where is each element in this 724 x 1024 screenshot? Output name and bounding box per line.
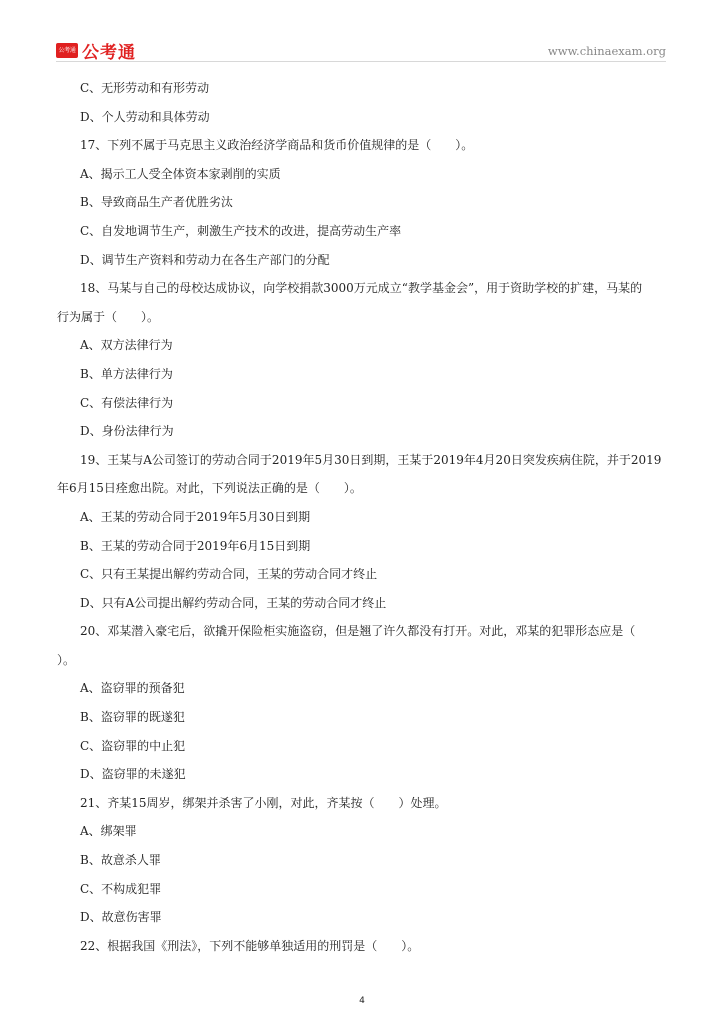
option-line: B、单方法律行为 <box>80 366 173 381</box>
question-22: 22、根据我国《刑法》，下列不能够单独适用的刑罚是（ ）。 <box>80 938 420 953</box>
option-line: A、盗窃罪的预备犯 <box>80 681 185 696</box>
question-19-continued: 年6月15日痊愈出院。对此，下列说法正确的是（ ）。 <box>57 481 362 496</box>
option-line: D、身份法律行为 <box>80 424 174 439</box>
site-url: www.chinaexam.org <box>547 44 666 58</box>
option-line: D、盗窃罪的未遂犯 <box>80 767 186 782</box>
document-body <box>57 78 670 964</box>
question-17: 17、下列不属于马克思主义政治经济学商品和货币价值规律的是（ ）。 <box>80 138 474 153</box>
option-line: C、有偿法律行为 <box>80 395 174 410</box>
question-18: 18、马某与自己的母校达成协议，向学校捐款3000万元成立“教学基金会”，用于资助学校的扩建，马某的 <box>80 281 643 296</box>
page-header <box>56 34 666 62</box>
logo <box>56 38 136 63</box>
option-line: B、王某的劳动合同于2019年6月15日到期 <box>80 538 311 553</box>
option-line: C、只有王某提出解约劳动合同，王某的劳动合同才终止 <box>80 567 378 582</box>
option-line: D、个人劳动和具体劳动 <box>80 109 210 124</box>
header-divider <box>56 61 666 62</box>
option-line: C、无形劳动和有形劳动 <box>80 81 210 95</box>
question-21: 21、齐某15周岁，绑架并杀害了小刚，对此，齐某按（ ）处理。 <box>80 795 447 810</box>
option-line: B、盗窃罪的既遂犯 <box>80 710 185 725</box>
option-line: D、调节生产资料和劳动力在各生产部门的分配 <box>80 252 330 267</box>
logo-badge-icon: 公考通 <box>56 43 78 58</box>
option-line: C、自发地调节生产，刺激生产技术的改进，提高劳动生产率 <box>80 223 402 238</box>
option-line: B、故意杀人罪 <box>80 853 161 868</box>
logo-text: 公考通 <box>82 43 136 63</box>
option-line: A、揭示工人受全体资本家剥削的实质 <box>80 166 281 181</box>
option-line: A、绑架罪 <box>80 824 137 839</box>
question-18-continued: 行为属于（ ）。 <box>57 309 160 324</box>
option-line: A、王某的劳动合同于2019年5月30日到期 <box>80 509 311 524</box>
question-20: 20、邓某潜入豪宅后，欲撬开保险柜实施盗窃，但是翘了许久都没有打开。对此，邓某的犯罪形态应是（ <box>80 624 636 639</box>
page-number: 4 <box>359 996 365 1006</box>
option-line: B、导致商品生产者优胜劣汰 <box>80 195 233 210</box>
option-line: C、盗窃罪的中止犯 <box>80 738 186 753</box>
option-line: D、故意伤害罪 <box>80 910 162 925</box>
option-line: A、双方法律行为 <box>80 338 173 353</box>
question-20-continued: ）。 <box>57 652 76 667</box>
option-line: C、不构成犯罪 <box>80 881 162 896</box>
question-19: 19、王某与A公司签订的劳动合同于2019年5月30日到期，王某于2019年4月20日突发疾病住院，并于2019 <box>80 452 662 467</box>
option-line: D、只有A公司提出解约劳动合同，王某的劳动合同才终止 <box>80 595 387 610</box>
